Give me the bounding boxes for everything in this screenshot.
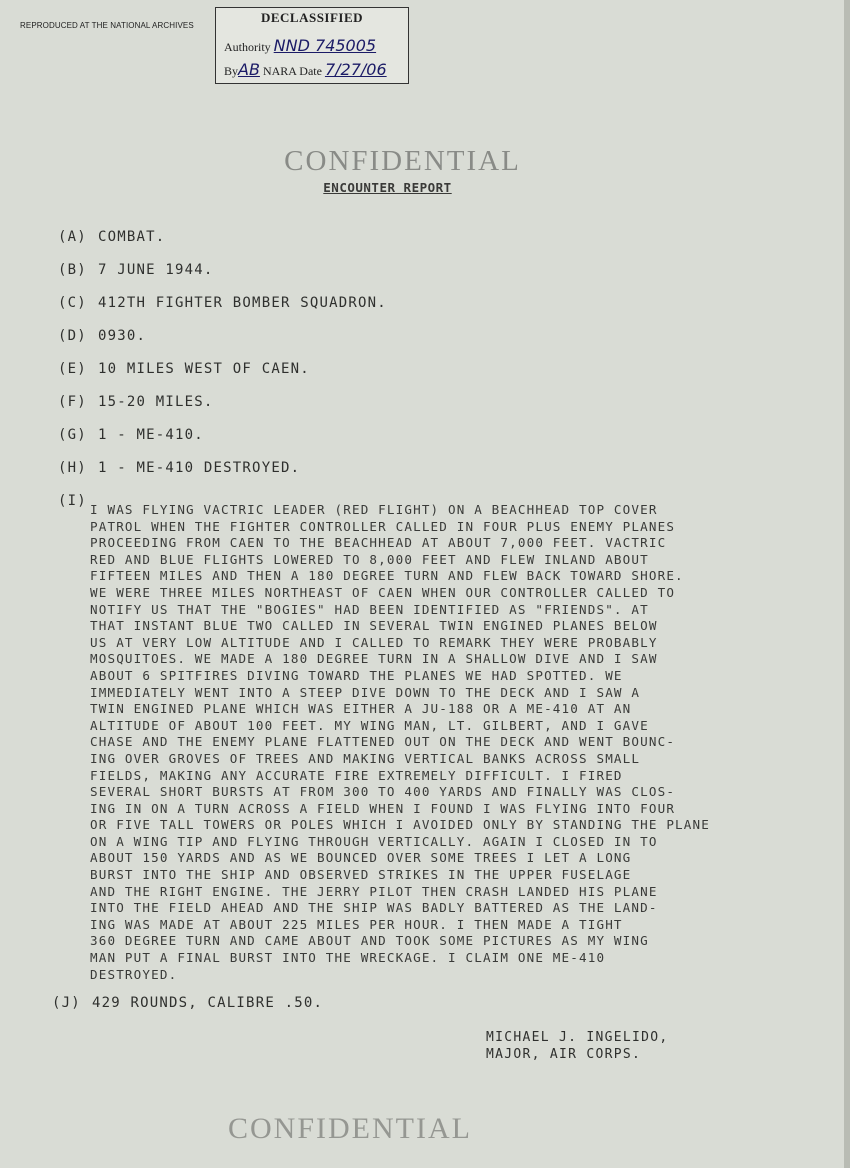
narrative-line: INTO THE FIELD AHEAD AND THE SHIP WAS BADLY BATTERED AS THE LAND- (90, 900, 658, 916)
narrative-line: MOSQUITOES. WE MADE A 180 DEGREE TURN IN A SHALLOW DIVE AND I SAW (90, 651, 658, 667)
narrative-line: FIFTEEN MILES AND THEN A 180 DEGREE TURN AND FLEW BACK TOWARD SHORE. (90, 568, 684, 584)
report-item-f (58, 394, 214, 410)
narrative-line: PATROL WHEN THE FIGHTER CONTROLLER CALLED IN FOUR PLUS ENEMY PLANES (90, 518, 676, 534)
by-label: By (224, 64, 239, 78)
classification-bottom: CONFIDENTIAL (228, 1112, 472, 1145)
item-letter: (B) (58, 262, 87, 278)
item-text: 1 - ME-410 DESTROYED. (98, 460, 301, 476)
item-letter: (E) (58, 361, 87, 377)
stamp-title: DECLASSIFIED (260, 10, 364, 25)
date-label: NARA Date (262, 64, 322, 78)
item-text: 15-20 MILES. (98, 394, 214, 410)
narrative-letter: (I) (58, 493, 87, 509)
page-edge (844, 0, 850, 1168)
narrative-line: OR FIVE TALL TOWERS OR POLES WHICH I AVOIDED ONLY BY STANDING THE PLANE (90, 817, 710, 833)
report-title: ENCOUNTER REPORT (323, 180, 452, 195)
narrative-paragraph (90, 502, 710, 983)
report-item-j (52, 995, 323, 1011)
declassified-stamp (215, 7, 409, 84)
item-letter: (H) (58, 460, 87, 476)
narrative-line: I WAS FLYING VACTRIC LEADER (RED FLIGHT) ON A BEACHHEAD TOP COVER (90, 502, 658, 517)
narrative-line: DESTROYED. (90, 966, 178, 982)
authority-value: NND 745005 (273, 36, 377, 55)
item-letter: (D) (58, 328, 87, 344)
item-text: 1 - ME-410. (98, 427, 204, 443)
narrative-line: PROCEEDING FROM CAEN TO THE BEACHHEAD AT ABOUT 7,000 FEET. VACTRIC (90, 535, 667, 551)
report-item-b (58, 262, 214, 278)
report-item-e (58, 361, 310, 377)
narrative-line: RED AND BLUE FLIGHTS LOWERED TO 8,000 FEET AND FLEW INLAND ABOUT (90, 551, 649, 567)
signature-rank: MAJOR, AIR CORPS. (486, 1047, 642, 1062)
narrative-line: ALTITUDE OF ABOUT 100 FEET. MY WING MAN, LT. GILBERT, AND I GAVE (90, 717, 649, 733)
classification-top: CONFIDENTIAL (284, 145, 521, 177)
by-value: AB (238, 60, 260, 79)
item-letter: (A) (58, 229, 87, 245)
report-item-a (58, 229, 165, 245)
narrative-line: FIELDS, MAKING ANY ACCURATE FIRE EXTREMELY DIFFICULT. I FIRED (90, 767, 623, 783)
narrative-line: WE WERE THREE MILES NORTHEAST OF CAEN WHEN OUR CONTROLLER CALLED TO (90, 584, 676, 600)
narrative-line: ING WAS MADE AT ABOUT 225 MILES PER HOUR. I THEN MADE A TIGHT (90, 916, 623, 932)
narrative-line: ON A WING TIP AND FLYING THROUGH VERTICALLY. AGAIN I CLOSED IN TO (90, 833, 658, 849)
stamp-authority-row (224, 36, 376, 55)
report-item-c (58, 295, 387, 311)
narrative-line: 360 DEGREE TURN AND CAME ABOUT AND TOOK SOME PICTURES AS MY WING (90, 933, 649, 949)
narrative-line: CHASE AND THE ENEMY PLANE FLATTENED OUT ON THE DECK AND WENT BOUNC- (90, 734, 676, 750)
narrative-line: ABOUT 150 YARDS AND AS WE BOUNCED OVER SOME TREES I LET A LONG (90, 850, 632, 866)
item-letter: (G) (58, 427, 87, 443)
item-text: 10 MILES WEST OF CAEN. (98, 361, 310, 377)
narrative-line: SEVERAL SHORT BURSTS AT FROM 300 TO 400 YARDS AND FINALLY WAS CLOS- (90, 784, 676, 800)
narrative-line: BURST INTO THE SHIP AND OBSERVED STRIKES IN THE UPPER FUSELAGE (90, 867, 632, 883)
report-item-h (58, 460, 300, 476)
stamp-by-row (224, 60, 387, 79)
item-letter: (J) (52, 995, 81, 1011)
archives-note: REPRODUCED AT THE NATIONAL ARCHIVES (20, 21, 194, 30)
report-item-g (58, 427, 204, 443)
narrative-line: MAN PUT A FINAL BURST INTO THE WRECKAGE. I CLAIM ONE ME-410 (90, 950, 606, 966)
item-text: 429 ROUNDS, CALIBRE .50. (92, 995, 324, 1011)
narrative-line: IMMEDIATELY WENT INTO A STEEP DIVE DOWN TO THE DECK AND I SAW A (90, 684, 641, 700)
narrative-line: AND THE RIGHT ENGINE. THE JERRY PILOT THEN CRASH LANDED HIS PLANE (90, 883, 658, 899)
narrative-line: THAT INSTANT BLUE TWO CALLED IN SEVERAL TWIN ENGINED PLANES BELOW (90, 618, 658, 634)
item-letter: (C) (58, 295, 87, 311)
item-text: 412TH FIGHTER BOMBER SQUADRON. (98, 295, 387, 311)
narrative-line: ING IN ON A TURN ACROSS A FIELD WHEN I FOUND I WAS FLYING INTO FOUR (90, 800, 676, 816)
narrative-line: TWIN ENGINED PLANE WHICH WAS EITHER A JU-188 OR A ME-410 AT AN (90, 701, 632, 717)
item-text: 0930. (98, 328, 147, 344)
item-letter: (F) (58, 394, 87, 410)
narrative-line: US AT VERY LOW ALTITUDE AND I CALLED TO REMARK THEY WERE PROBABLY (90, 634, 658, 650)
narrative-line: ABOUT 6 SPITFIRES DIVING TOWARD THE PLANES WE HAD SPOTTED. WE (90, 667, 623, 683)
item-text: COMBAT. (98, 229, 166, 245)
signature-name: MICHAEL J. INGELIDO, (486, 1030, 669, 1045)
narrative-line: ING OVER GROVES OF TREES AND MAKING VERTICAL BANKS ACROSS SMALL (90, 750, 641, 766)
date-value: 7/27/06 (324, 60, 387, 79)
report-item-d (58, 328, 146, 344)
narrative-line: NOTIFY US THAT THE "BOGIES" HAD BEEN IDENTIFIED AS "FRIENDS". AT (90, 601, 649, 617)
authority-label: Authority (224, 40, 271, 54)
item-text: 7 JUNE 1944. (98, 262, 214, 278)
signature-block (486, 1030, 669, 1064)
